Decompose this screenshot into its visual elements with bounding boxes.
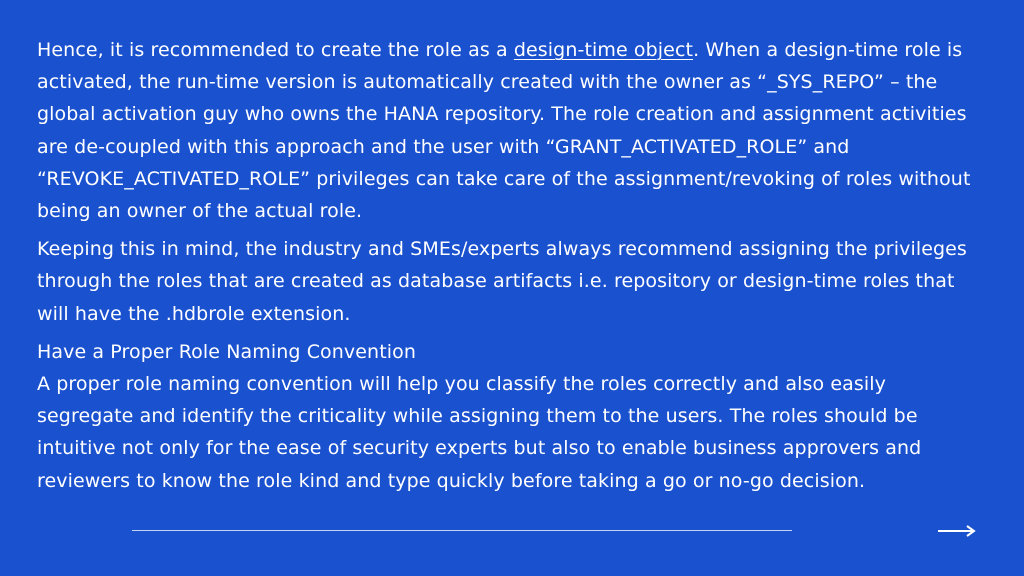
- section-heading: Have a Proper Role Naming Convention: [37, 340, 416, 363]
- paragraph-1-body-text: . When a design-time role is activated, the run-time version is automatically created with the owner as “_SYS_REPO” – the global activation guy who owns the HANA repository. The role creation and assignment activities are de-coupled with this approach and the user with “GRANT_ACTIVATED_ROLE” and “REVOKE_ACTIVATED_ROLE” privileges can take care of the assignment/revoking of roles without being an owner of the actual role.: [37, 39, 971, 223]
- paragraph-naming-convention: A proper role naming convention will help you classify the roles correctly and also easily segregate and identify the criticality while assigning them to the users. The roles should be intuitive not only for the ease of security experts but also to enable business approvers and reviewers to know the role kind and type quickly before taking a go or no-go decision.: [37, 373, 922, 492]
- footer-divider: [132, 530, 792, 531]
- arrow-right-icon-graphic: [937, 521, 977, 541]
- paragraph-1-lead-text: Hence, it is recommended to create the role as a: [37, 39, 514, 61]
- arrow-right-icon[interactable]: [937, 521, 977, 541]
- paragraph-recommendation: Keeping this in mind, the industry and SMEs/experts always recommend assigning the privileges through the roles that are created as database artifacts i.e. repository or design-time roles that will have the .hdbrole extension.: [37, 238, 967, 325]
- slide-body: [37, 34, 987, 497]
- design-time-object-link[interactable]: design-time object: [513, 39, 694, 61]
- paragraph-design-time-role: [37, 34, 987, 227]
